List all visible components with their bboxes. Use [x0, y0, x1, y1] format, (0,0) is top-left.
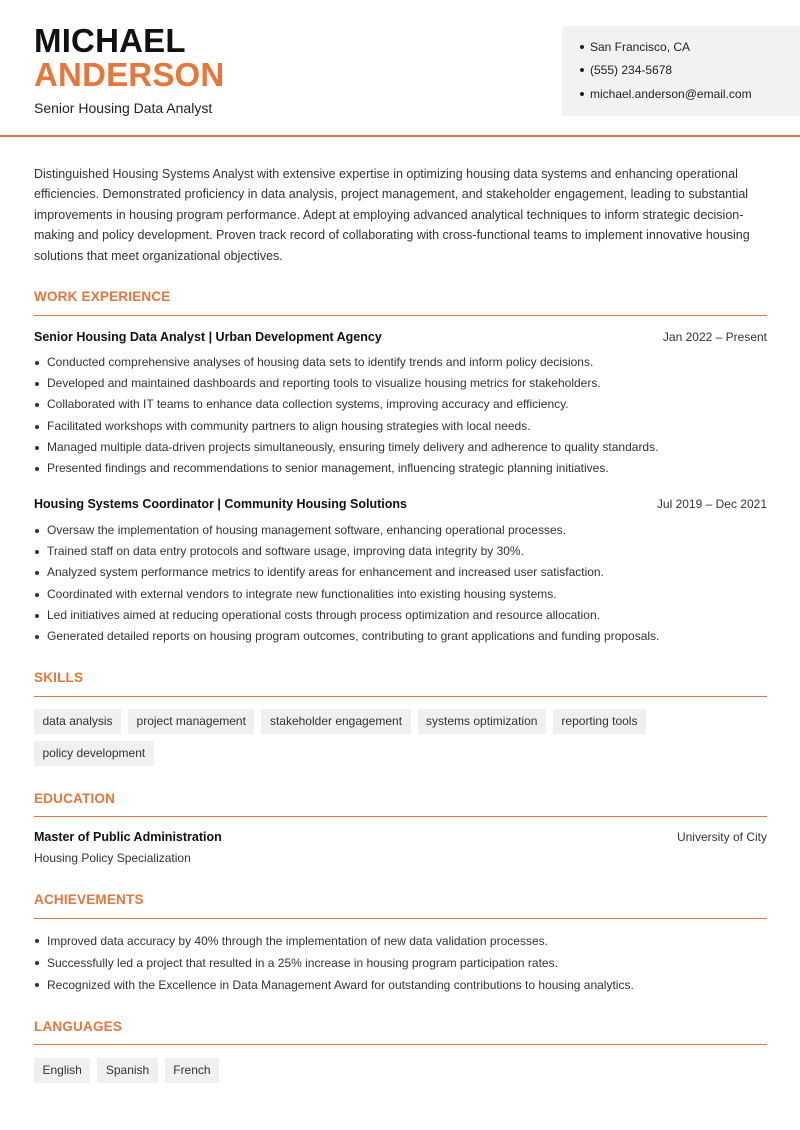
resume-header [0, 0, 800, 137]
section-title-languages: LANGUAGES [34, 1019, 123, 1034]
school: University of City [676, 830, 767, 844]
job-header [34, 497, 767, 511]
job-dates: Jul 2019 – Dec 2021 [656, 497, 767, 511]
skill-chip: policy development [34, 741, 154, 766]
contact-box [562, 26, 800, 116]
section-title-education: EDUCATION [34, 791, 116, 806]
first-name: MICHAEL [34, 22, 186, 59]
list-item: Developed and maintained dashboards and reporting tools to visualize housing metrics for stakeholders. [34, 373, 767, 394]
skill-chip: stakeholder engagement [261, 709, 410, 734]
list-item: Trained staff on data entry protocols and software usage, improving data integrity by 30%. [34, 541, 767, 562]
job-role: Housing Systems Coordinator | Community Housing Solutions [34, 497, 407, 511]
section-divider [34, 315, 767, 316]
list-item: Presented findings and recommendations to senior management, influencing strategic planning initiatives. [34, 458, 767, 479]
skill-chip: reporting tools [553, 709, 646, 734]
skill-chip: project management [128, 709, 254, 734]
contact-email[interactable] [580, 87, 752, 101]
section-divider [34, 816, 767, 817]
list-item: Analyzed system performance metrics to identify areas for enhancement and increased user satisfaction. [34, 562, 767, 583]
job-bullets [34, 520, 767, 647]
skill-chip: data analysis [34, 709, 121, 734]
job-dates: Jan 2022 – Present [662, 330, 767, 344]
section-divider [34, 696, 767, 697]
job-bullets [34, 352, 767, 479]
last-name: ANDERSON [34, 56, 225, 93]
contact-phone-text: (555) 234-5678 [590, 63, 673, 77]
contact-location [580, 40, 690, 54]
job-role: Senior Housing Data Analyst | Urban Development Agency [34, 330, 382, 344]
list-item: Oversaw the implementation of housing management software, enhancing operational processes. [34, 520, 767, 541]
list-item: Facilitated workshops with community partners to align housing strategies with local needs. [34, 416, 767, 437]
language-chip: English [34, 1058, 90, 1083]
skill-chip: systems optimization [418, 709, 546, 734]
contact-location-text: San Francisco, CA [590, 40, 691, 54]
education-header [34, 830, 767, 844]
bullet-icon [580, 45, 584, 49]
bullet-icon [580, 92, 584, 96]
section-title-achievements: ACHIEVEMENTS [34, 892, 144, 907]
section-divider [34, 918, 767, 919]
languages-list [34, 1058, 774, 1090]
list-item: Coordinated with external vendors to integrate new functionalities into existing housing systems. [34, 584, 767, 605]
list-item: Collaborated with IT teams to enhance data collection systems, improving accuracy and efficiency. [34, 394, 767, 415]
list-item: Recognized with the Excellence in Data Management Award for outstanding contributions to housing analytics. [34, 974, 767, 996]
language-chip: French [165, 1058, 219, 1083]
contact-phone [580, 63, 672, 77]
job-title: Senior Housing Data Analyst [34, 100, 213, 116]
list-item: Conducted comprehensive analyses of housing data sets to identify trends and inform policy decisions. [34, 352, 767, 373]
section-title-skills: SKILLS [34, 670, 84, 685]
list-item: Successfully led a project that resulted in a 25% increase in housing program participation rates. [34, 952, 767, 974]
language-chip: Spanish [97, 1058, 157, 1083]
achievements-list [34, 930, 767, 996]
contact-email-text[interactable]: michael.anderson@email.com [590, 87, 752, 101]
degree: Master of Public Administration [34, 830, 222, 844]
section-divider [34, 1044, 767, 1045]
professional-summary: Distinguished Housing Systems Analyst with extensive expertise in optimizing housing data systems and enhancing operational efficiencies. Demonstrated proficiency in data analysis, project management, and stakeholder engagement, leading to substantial improvements in housing program performance. Adept at employing advanced analytical techniques to inform strategic decision-making and policy development. Proven track record of collaborating with cross-functional teams to implement innovative housing solutions that meet organizational objectives. [34, 167, 750, 263]
bullet-icon [580, 68, 584, 72]
list-item: Improved data accuracy by 40% through the implementation of new data validation processes. [34, 930, 767, 952]
section-title-work: WORK EXPERIENCE [34, 289, 171, 304]
list-item: Generated detailed reports on housing program outcomes, contributing to grant applications and funding proposals. [34, 626, 767, 647]
job-header [34, 330, 767, 344]
specialization: Housing Policy Specialization [34, 851, 191, 865]
list-item: Led initiatives aimed at reducing operational costs through process optimization and resource allocation. [34, 605, 767, 626]
skills-list [34, 709, 774, 773]
list-item: Managed multiple data-driven projects simultaneously, ensuring timely delivery and adherence to quality standards. [34, 437, 767, 458]
